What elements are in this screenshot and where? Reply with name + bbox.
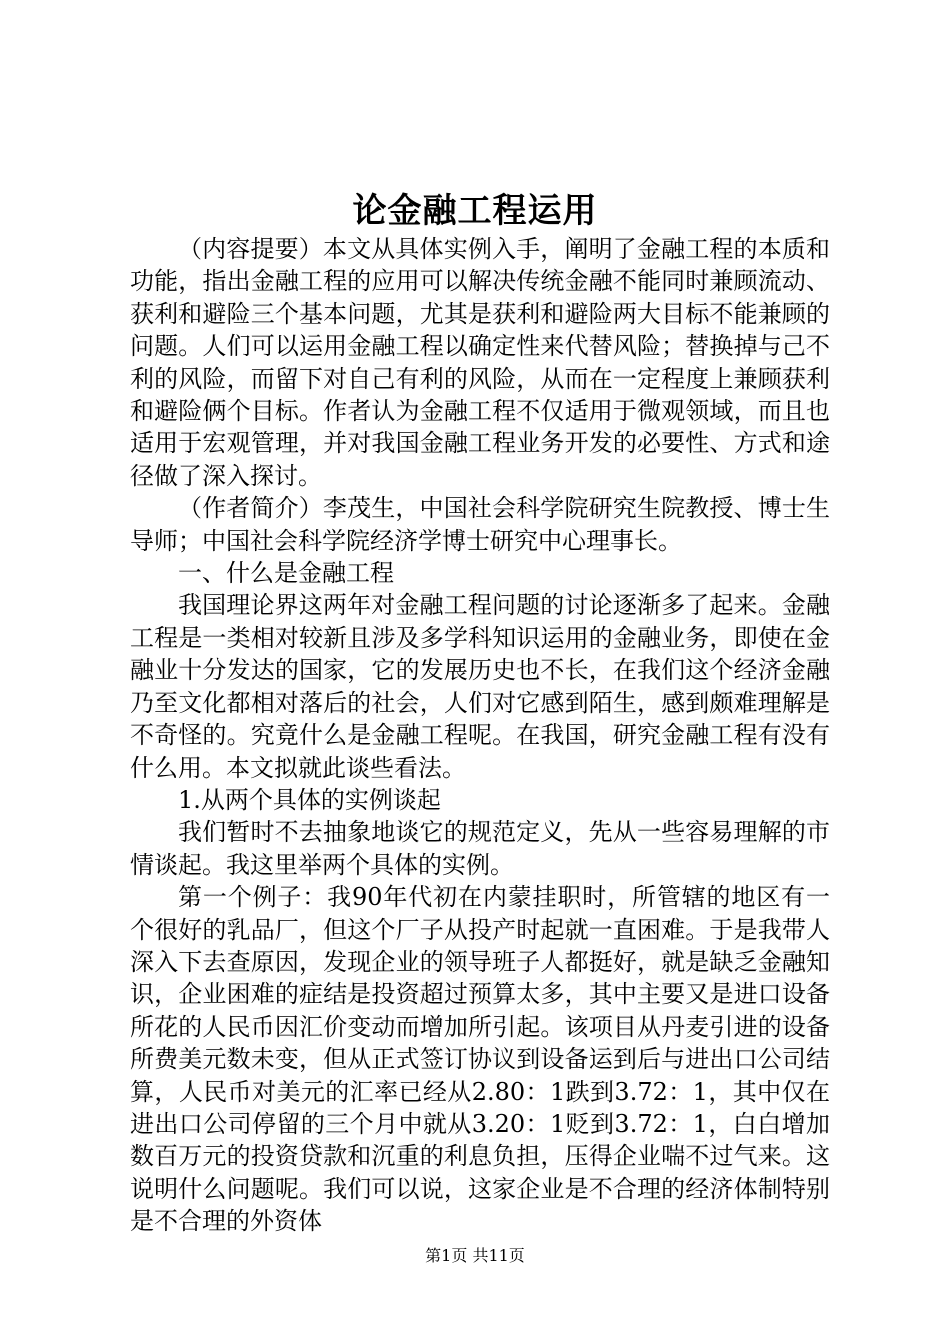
paragraph: 我们暂时不去抽象地谈它的规范定义，先从一些容易理解的市情谈起。我这里举两个具体的实例。 xyxy=(130,818,830,879)
paragraph: 第一个例子：我90年代初在内蒙挂职时，所管辖的地区有一个很好的乳品厂，但这个厂子从投产时起就一直困难。于是我带人深入下去查原因，发现企业的领导班子人都挺好，就是缺乏金融知识，企业困难的症结是投资超过预算太多，其中主要又是进口设备所花的人民币因汇价变动而增加所引起。该项目从丹麦引进的设备所费美元数未变，但从正式签订协议到设备运到后与进出口公司结算，人民币对美元的汇率已经从2.80：1跌到3.72：1，其中仅在进出口公司停留的三个月中就从3.20：1贬到3.72：1，白白增加数百万元的投资贷款和沉重的利息负担，压得企业喘不过气来。这说明什么问题呢。我们可以说，这家企业是不合理的经济体制特别是不合理的外资体 xyxy=(130,883,830,1236)
document-title: 论金融工程运用 xyxy=(352,191,598,231)
section-heading-1: 一、什么是金融工程 xyxy=(178,559,394,588)
page-footer: 第1页 共11页 xyxy=(425,1246,525,1265)
document-body xyxy=(130,233,830,1238)
paragraph-abstract: （内容提要）本文从具体实例入手，阐明了金融工程的本质和功能，指出金融工程的应用可以解决传统金融不能同时兼顾流动、获利和避险三个基本问题，尤其是获利和避险两大目标不能兼顾的问题。人们可以运用金融工程以确定性来代替风险；替换掉与己不利的风险，而留下对自己有利的风险，从而在一定程度上兼顾获利和避险俩个目标。作者认为金融工程不仅适用于微观领域，而且也适用于宏观管理，并对我国金融工程业务开发的必要性、方式和途径做了深入探讨。 xyxy=(130,235,830,490)
subsection-heading-1: 1.从两个具体的实例谈起 xyxy=(178,785,441,814)
paragraph: 我国理论界这两年对金融工程问题的讨论逐渐多了起来。金融工程是一类相对较新且涉及多学科知识运用的金融业务，即使在金融业十分发达的国家，它的发展历史也不长，在我们这个经济金融乃至文化都相对落后的社会，人们对它感到陌生，感到颇难理解是不奇怪的。究竟什么是金融工程呢。在我国，研究金融工程有没有什么用。本文拟就此谈些看法。 xyxy=(130,591,830,782)
paragraph-author-bio: （作者简介）李茂生，中国社会科学院研究生院教授、博士生导师；中国社会科学院经济学博士研究中心理事长。 xyxy=(130,494,830,555)
